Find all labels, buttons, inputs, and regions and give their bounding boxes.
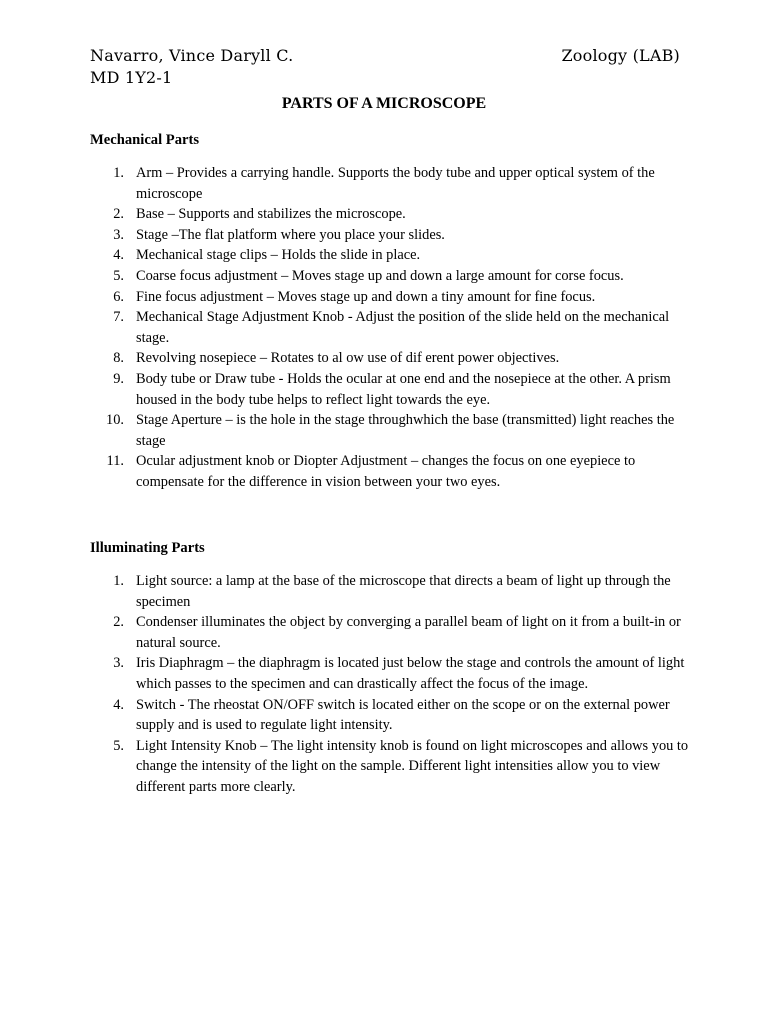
list-number: 5. — [113, 267, 124, 284]
list-item-text: Light Intensity Knob – The light intensity knob is found on light microscopes and allows you to change the intensity of the light on the sample. Different light intensities allow you to view different parts more clearly. — [136, 737, 689, 795]
list-item — [90, 369, 690, 410]
list-item — [90, 225, 690, 246]
list-number: 2. — [113, 206, 124, 223]
list-number: 2. — [113, 614, 124, 631]
list-number: 10. — [106, 412, 124, 429]
list-item-text: Mechanical Stage Adjustment Knob - Adjust the position of the slide held on the mechanical stage. — [136, 309, 670, 346]
list-number: 4. — [113, 247, 124, 264]
list-item — [90, 653, 690, 694]
list-item-text: Base – Supports and stabilizes the microscope. — [136, 206, 406, 223]
list-item-text: Light source: a lamp at the base of the microscope that directs a beam of light up through the specimen — [136, 573, 671, 610]
list-item — [90, 695, 690, 736]
list-item-text: Stage –The flat platform where you place your slides. — [136, 226, 445, 243]
list-item-text: Condenser illuminates the object by converging a parallel beam of light on it from a built-in or natural source. — [136, 614, 681, 651]
list-item — [90, 451, 690, 492]
list-item-text: Arm – Provides a carrying handle. Supports the body tube and upper optical system of the microscope — [136, 165, 655, 202]
list-item — [90, 307, 690, 348]
list-item-text: Ocular adjustment knob or Diopter Adjustment – changes the focus on one eyepiece to compensate for the difference in vision between your two eyes. — [136, 453, 636, 490]
list-item-text: Switch - The rheostat ON/OFF switch is located either on the scope or on the external power supply and is used to regulate light intensity. — [136, 696, 670, 734]
list-number: 11. — [106, 453, 124, 470]
illuminating-parts-heading: Illuminating Parts — [90, 540, 205, 556]
list-item — [90, 163, 690, 204]
list-item — [90, 204, 690, 225]
document-header — [90, 44, 680, 94]
list-item-text: Revolving nosepiece – Rotates to al ow use of dif erent power objectives. — [136, 350, 560, 367]
list-number: 1. — [113, 165, 124, 181]
section-label: MD 1Y2-1 — [90, 68, 173, 87]
list-number: 5. — [113, 737, 124, 754]
list-number: 1. — [113, 573, 124, 589]
list-item-text: Stage Aperture – is the hole in the stage throughwhich the base (transmitted) light reaches the stage — [136, 412, 675, 449]
list-item — [90, 287, 690, 308]
list-item-text: Mechanical stage clips – Holds the slide in place. — [136, 247, 421, 264]
list-item — [90, 348, 690, 369]
list-item — [90, 571, 690, 612]
list-item-text: Coarse focus adjustment – Moves stage up and down a large amount for corse focus. — [136, 267, 624, 284]
list-number: 4. — [113, 696, 124, 713]
list-number: 6. — [113, 288, 124, 305]
list-number: 3. — [113, 655, 124, 672]
list-item — [90, 266, 690, 287]
illuminating-parts-list — [90, 571, 690, 798]
student-name: Navarro, Vince Daryll C. — [90, 46, 294, 65]
list-item — [90, 612, 690, 653]
page-title: PARTS OF A MICROSCOPE — [281, 95, 487, 112]
list-item — [90, 245, 690, 266]
list-item — [90, 736, 690, 798]
list-item-text: Iris Diaphragm – the diaphragm is located just below the stage and controls the amount of light which passes to the specimen and can drastically affect the focus of the image. — [136, 655, 685, 692]
list-number: 7. — [113, 309, 124, 326]
list-item — [90, 410, 690, 451]
list-item-text: Fine focus adjustment – Moves stage up and down a tiny amount for fine focus. — [136, 288, 596, 305]
mechanical-parts-heading: Mechanical Parts — [90, 132, 200, 148]
list-number: 9. — [113, 370, 124, 387]
course-label: Zoology (LAB) — [561, 46, 680, 65]
mechanical-parts-list — [90, 163, 690, 493]
list-number: 3. — [113, 226, 124, 243]
list-number: 8. — [113, 350, 124, 367]
list-item-text: Body tube or Draw tube - Holds the ocular at one end and the nosepiece at the other. A prism housed in the body tube helps to reflect light towards the eye. — [136, 370, 671, 408]
